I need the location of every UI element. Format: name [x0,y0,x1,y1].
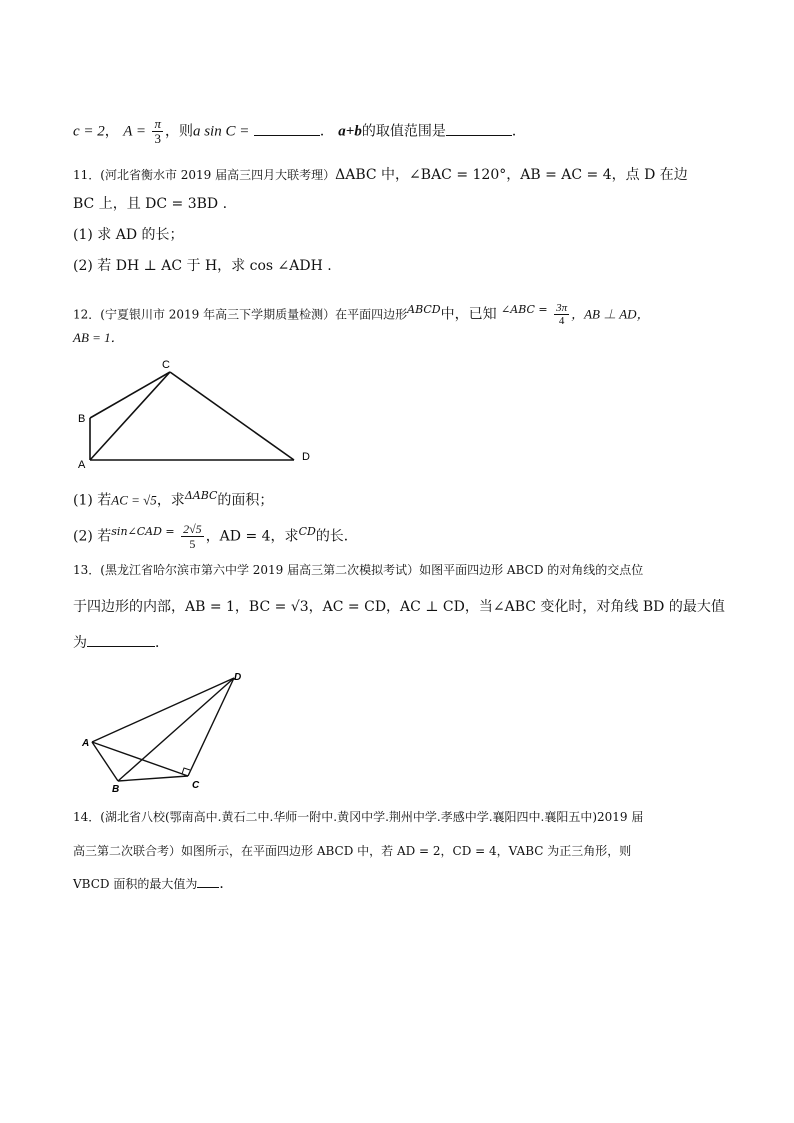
q10-mid: ，则 [164,123,193,140]
q12-part-2 [73,522,358,551]
q13-label-D: D [234,672,242,683]
q12-p2-mid: ，AD = 4，求 [205,528,299,545]
q12-rest: ，AB ⊥ AD， [571,306,650,322]
q12-p1-mid: ，求 [156,492,185,509]
q10-blank-2[interactable] [446,121,512,136]
q12-p2-post: 的长． [315,528,358,545]
q12-part-1 [73,486,273,511]
q12-ang-num: 3π [556,302,568,315]
q11-head: 11．(河北省衡水市 2019 届高三四月大联考理） [73,168,336,182]
q12-label-A: A [78,459,86,471]
q12-line-1 [73,300,650,327]
q10-asinC: a sin C = [192,123,250,140]
q12-p1-expr: AC = √5 [111,492,157,508]
q13-edge-CD [188,678,234,776]
q10-c-eq: c = 2 [73,123,105,140]
q13-edge-AD [92,678,234,742]
q12-quad: ABCD [407,303,441,316]
q11-line-1 [73,165,688,185]
q13-line2: 于四边形的内部，AB = 1，BC = √3，AC = CD，AC ⊥ CD，当∠ABC 变化时，对角线 BD 的最大值 [73,599,725,615]
q14-line-2 [73,841,631,861]
q12-p1-pre: (1) 若 [73,492,112,509]
q13-label-A: A [82,738,90,749]
q12-p2-num: 2√5 [183,522,202,537]
q10-sep: ， [104,123,119,140]
q12-edge-AC [90,372,170,460]
q10-range: 的取值范围是 [361,123,446,140]
q14-line1: 14．(湖北省八校(鄂南高中.黄石二中.华师一附中.黄冈中学.荆州中学.孝感中学.襄阳四中.襄阳五中)2019 届 [73,810,644,824]
q11-part-1 [73,225,184,245]
q13-diag-AC [92,742,188,776]
q12-label-B: B [78,413,86,425]
q12-p2-den: 5 [189,537,196,552]
q13-line-3 [73,632,169,653]
q11-p2: (2) 若 DH ⊥ AC 于 H，求 cos ∠ADH . [73,258,332,274]
q12-label-D: D [302,451,310,463]
q12-angle: ∠ABC = [501,303,548,316]
q12-line-2 [73,328,124,348]
q12-line2: AB = 1． [73,330,124,345]
q14-line3-post: ． [219,876,234,892]
q13-edge-BC [118,776,188,781]
q12-angle-fraction [554,302,569,327]
q12-edge-CD [170,372,294,460]
q11-line-2 [73,194,227,214]
q14-line-1 [73,807,643,827]
q13-line1: 13．(黑龙江省哈尔滨市第六中学 2019 届高三第二次模拟考试）如图平面四边形 ABCD 的对角线的交点位 [73,563,644,577]
q12-p2-fraction [181,522,204,551]
q12-figure [70,356,330,471]
q11-part-2 [73,256,332,276]
q13-line3-post: ． [155,635,169,651]
q12-label-C: C [162,359,170,371]
q10-dot1: ． [319,123,334,140]
q10-blank-1[interactable] [254,121,320,136]
q12-p1-tri: ΔABC [184,489,218,502]
q12-head: 12．(宁夏银川市 2019 年高三下学期质量检测）在平面四边形 [73,307,408,322]
q13-diag-BD [118,678,234,781]
q14-blank[interactable] [197,873,219,888]
q10-tail-line [73,117,526,146]
q13-figure [78,668,258,793]
q11-body2: BC 上，且 DC = 3BD . [73,196,228,212]
q13-label-B: B [112,784,120,793]
q10-A-num: π [154,116,161,131]
q12-p1-post: 的面积； [217,492,274,509]
q12-ang-den: 4 [558,315,565,328]
q13-label-C: C [192,780,200,791]
q13-blank[interactable] [87,632,155,647]
q12-p2-pre: (2) 若 [73,528,112,545]
q10-A-eq: A = [123,123,146,140]
q13-edge-AB [92,742,118,781]
q10-dot2: ． [511,123,526,140]
q10-apb: a+b [338,123,362,140]
q12-edge-BC [90,372,170,418]
q12-p2-sin: sin∠CAD = [111,525,175,538]
q10-A-den: 3 [154,131,161,146]
q12-mid: 中，已知 [440,306,497,323]
q14-line3-pre: VBCD 面积的最大值为 [73,877,198,891]
q14-line2: 高三第二次联合考）如图所示，在平面四边形 ABCD 中，若 AD = 2，CD = 4，VABC 为正三角形，则 [73,844,632,858]
q11-body1: ΔABC 中，∠BAC = 120°，AB = AC = 4，点 D 在边 [335,167,688,183]
q10-A-fraction [152,117,163,146]
q13-line-2 [73,597,725,617]
q12-p2-cd: CD [298,525,316,538]
q11-p1: (1) 求 AD 的长； [73,227,184,243]
q13-line3-pre: 为 [73,635,87,651]
q14-line-3 [73,873,233,894]
q13-line-1 [73,560,643,580]
